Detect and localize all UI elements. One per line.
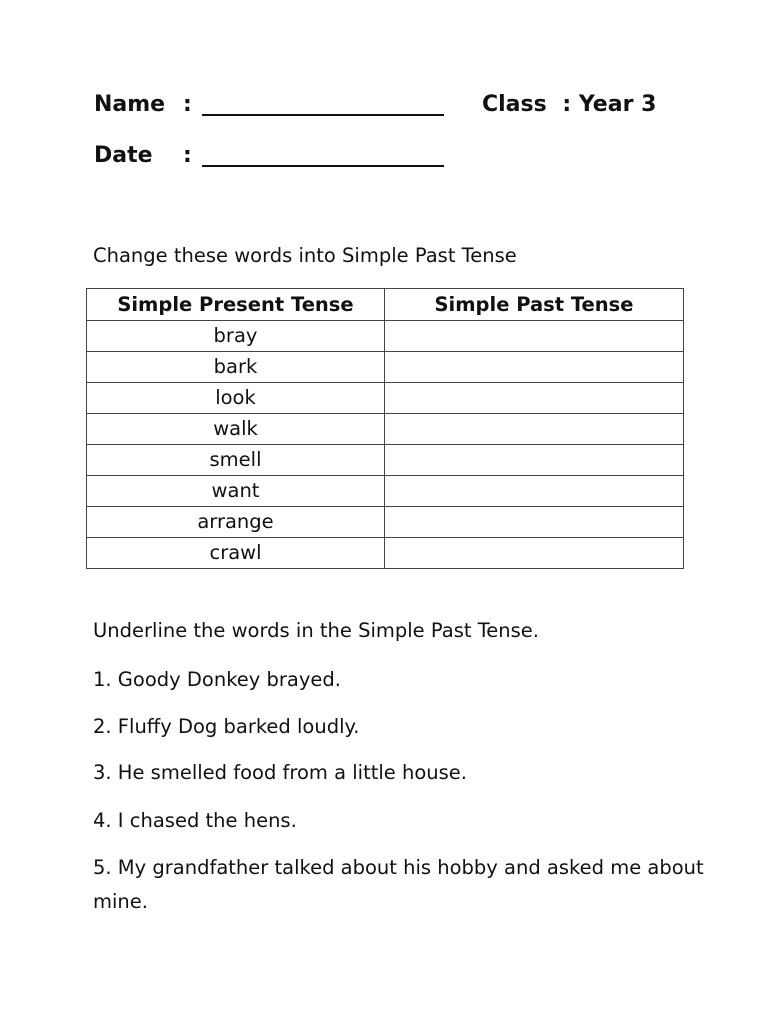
past-answer-cell[interactable]	[385, 321, 684, 352]
past-answer-cell[interactable]	[385, 507, 684, 538]
present-cell: want	[87, 476, 385, 507]
past-answer-cell[interactable]	[385, 445, 684, 476]
tense-table	[86, 288, 684, 569]
column-header-past: Simple Past Tense	[385, 289, 684, 321]
table-row	[87, 321, 684, 352]
class-info	[482, 89, 656, 121]
class-colon: :	[562, 92, 572, 117]
table-header-row	[87, 289, 684, 321]
table-row	[87, 383, 684, 414]
present-cell: crawl	[87, 538, 385, 569]
sentence-1: 1. Goody Donkey brayed.	[93, 668, 341, 691]
table-row	[87, 507, 684, 538]
name-colon: :	[183, 92, 192, 117]
sentence-2: 2. Fluffy Dog barked loudly.	[93, 715, 360, 738]
table-row	[87, 445, 684, 476]
table-instruction: Change these words into Simple Past Tense	[93, 244, 517, 267]
past-answer-cell[interactable]	[385, 414, 684, 445]
name-label: Name	[94, 92, 166, 117]
past-answer-cell[interactable]	[385, 538, 684, 569]
table-row	[87, 538, 684, 569]
table-row	[87, 476, 684, 507]
table-row	[87, 414, 684, 445]
date-label: Date	[94, 143, 153, 168]
present-cell: smell	[87, 445, 385, 476]
date-blank-line[interactable]	[202, 165, 444, 167]
sentence-3: 3. He smelled food from a little house.	[93, 761, 467, 784]
sentence-4: 4. I chased the hens.	[93, 809, 297, 832]
present-cell: bark	[87, 352, 385, 383]
past-answer-cell[interactable]	[385, 383, 684, 414]
date-colon: :	[183, 143, 192, 168]
present-cell: bray	[87, 321, 385, 352]
past-answer-cell[interactable]	[385, 352, 684, 383]
name-blank-line[interactable]	[202, 114, 444, 116]
present-cell: look	[87, 383, 385, 414]
past-answer-cell[interactable]	[385, 476, 684, 507]
present-cell: arrange	[87, 507, 385, 538]
column-header-present: Simple Present Tense	[87, 289, 385, 321]
class-label: Class	[482, 92, 547, 117]
underline-instruction: Underline the words in the Simple Past Tense.	[93, 619, 540, 642]
table-row	[87, 352, 684, 383]
class-value: Year 3	[578, 92, 657, 117]
present-cell: walk	[87, 414, 385, 445]
sentence-5: 5. My grandfather talked about his hobby and asked me about mine.	[93, 856, 704, 913]
